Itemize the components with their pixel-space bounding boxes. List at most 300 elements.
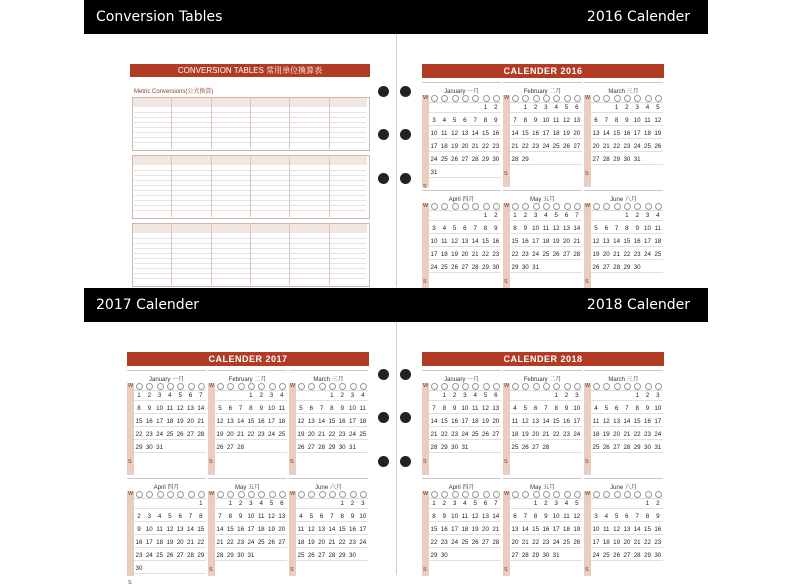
day-cell: 28 <box>623 444 631 451</box>
week-column <box>503 203 510 288</box>
weekday-header <box>591 203 663 211</box>
day-cell: 7 <box>625 405 629 412</box>
week-row-line <box>296 413 368 414</box>
weekday-circle <box>269 383 276 390</box>
binder-hole <box>378 129 389 140</box>
conversion-table-column-divider <box>289 155 290 217</box>
day-cell: 30 <box>440 552 448 559</box>
weekday-header <box>510 383 582 391</box>
day-cell: 21 <box>623 431 631 438</box>
day-cell: 23 <box>542 539 550 546</box>
weekday-circle <box>360 383 367 390</box>
week-row-line <box>215 413 287 414</box>
week-column-w-label: W <box>504 491 510 497</box>
week-column-w-label: W <box>209 491 215 497</box>
day-cell: 6 <box>604 225 609 232</box>
day-cell: 8 <box>442 405 447 412</box>
week-row-line <box>591 508 663 509</box>
week-row-line <box>296 547 368 548</box>
day-cell: 19 <box>654 130 662 137</box>
binder-hole <box>400 456 411 467</box>
day-cell: 5 <box>656 104 660 111</box>
month-block <box>127 478 206 586</box>
day-cell: 16 <box>654 526 662 533</box>
day-cell: 13 <box>176 526 184 533</box>
weekday-circle <box>238 491 245 498</box>
day-cell: 3 <box>452 500 457 507</box>
day-cell: 19 <box>602 431 610 438</box>
day-cell: 8 <box>330 405 334 412</box>
week-column <box>208 491 215 576</box>
day-cell: 24 <box>430 264 438 271</box>
day-cell: 28 <box>216 552 224 559</box>
day-cell: 16 <box>532 130 540 137</box>
day-cell: 11 <box>654 225 662 232</box>
day-cell: 11 <box>542 225 550 232</box>
day-cell: 10 <box>430 238 438 245</box>
weekday-circle <box>483 95 490 102</box>
day-cell: 22 <box>328 431 336 438</box>
binder-hole <box>378 86 389 97</box>
day-cell: 20 <box>492 418 500 425</box>
month-name: April 四月 <box>448 197 475 203</box>
weekday-header <box>510 203 582 211</box>
weekday-circle <box>279 491 286 498</box>
day-cell: 19 <box>268 526 275 533</box>
conversion-table-column-divider <box>171 155 172 217</box>
weekday-circle <box>564 491 571 498</box>
day-cell: 20 <box>613 431 621 438</box>
day-cell: 28 <box>542 444 550 451</box>
day-cell: 18 <box>297 539 305 546</box>
day-cell: 14 <box>542 418 550 425</box>
weekday-header <box>215 383 287 391</box>
day-cell: 26 <box>573 539 581 546</box>
day-cell: 21 <box>613 251 621 258</box>
week-column-w-label: W <box>585 491 591 497</box>
day-cell: 11 <box>644 117 651 124</box>
weekday-circle <box>624 491 631 498</box>
day-cell: 7 <box>218 513 222 520</box>
conversion-table-column-divider <box>250 97 251 149</box>
weekday-circle <box>624 203 631 210</box>
day-cell: 11 <box>461 513 469 520</box>
weekday-circle <box>298 491 305 498</box>
month-name: January 一月 <box>443 377 479 383</box>
sunday-marker: S <box>423 459 427 465</box>
week-row-line <box>296 439 368 440</box>
binder-hole <box>378 456 389 467</box>
weekday-circle <box>188 491 195 498</box>
day-cell: 22 <box>623 251 631 258</box>
week-row-line <box>429 246 501 247</box>
day-cell: 23 <box>135 552 143 559</box>
day-cell: 25 <box>440 264 448 271</box>
day-cell: 11 <box>166 405 174 412</box>
day-cell: 14 <box>216 526 224 533</box>
day-cell: 5 <box>523 405 528 412</box>
day-cell: 22 <box>633 431 641 438</box>
week-row-line <box>510 508 582 509</box>
day-cell: 1 <box>625 212 629 219</box>
day-cell: 25 <box>461 539 469 546</box>
weekday-circle <box>329 383 336 390</box>
day-cell: 5 <box>168 513 172 520</box>
day-cell: 3 <box>269 392 274 399</box>
day-cell: 8 <box>625 225 629 232</box>
day-cell: 13 <box>602 238 610 245</box>
day-cell: 29 <box>511 264 519 271</box>
sunday-marker: S <box>585 171 589 177</box>
day-cell: 17 <box>461 418 469 425</box>
day-cell: 14 <box>511 130 519 137</box>
day-cell: 9 <box>635 225 639 232</box>
day-cell: 22 <box>521 143 529 150</box>
week-row-line <box>591 272 663 273</box>
day-cell: 17 <box>430 143 438 150</box>
day-cell: 25 <box>542 251 550 258</box>
month-name: June 六月 <box>610 485 637 491</box>
day-cell: 1 <box>330 392 334 399</box>
day-cell: 18 <box>359 418 367 425</box>
weekday-header <box>429 491 501 499</box>
day-cell: 15 <box>135 418 143 425</box>
week-row-line <box>429 439 501 440</box>
day-cell: 21 <box>511 143 519 150</box>
day-cell: 3 <box>157 392 162 399</box>
day-cell: 5 <box>483 392 488 399</box>
month-block <box>422 190 501 288</box>
week-row-line <box>429 177 501 178</box>
day-cell: 21 <box>492 526 500 533</box>
day-cell: 7 <box>238 405 243 412</box>
weekday-circle <box>177 491 184 498</box>
day-cell: 15 <box>430 526 438 533</box>
day-cell: 22 <box>482 143 489 150</box>
day-cell: 3 <box>554 500 558 507</box>
day-cell: 16 <box>135 539 143 546</box>
week-row-line <box>510 151 582 152</box>
week-row-line <box>591 233 663 234</box>
weekday-circle <box>634 383 641 390</box>
weekday-header <box>296 491 368 499</box>
day-cell: 10 <box>654 405 662 412</box>
day-cell: 1 <box>554 392 558 399</box>
day-cell: 19 <box>471 526 479 533</box>
sunday-marker: S <box>128 459 132 465</box>
day-cell: 13 <box>307 418 315 425</box>
week-column <box>584 491 591 576</box>
day-cell: 23 <box>257 431 265 438</box>
day-cell: 26 <box>176 431 184 438</box>
day-cell: 15 <box>613 130 621 137</box>
day-cell: 1 <box>249 392 253 399</box>
binder-hole <box>400 129 411 140</box>
weekday-circle <box>614 491 621 498</box>
day-cell: 26 <box>563 143 570 150</box>
day-cell: 29 <box>197 552 205 559</box>
day-cell: 7 <box>513 117 517 124</box>
day-cell: 23 <box>521 251 529 258</box>
day-cell: 20 <box>318 539 326 546</box>
weekday-circle <box>279 383 286 390</box>
weekday-circle <box>533 203 540 210</box>
weekday-circle <box>483 383 490 390</box>
day-cell: 23 <box>633 251 641 258</box>
day-cell: 19 <box>216 431 224 438</box>
day-cell: 3 <box>249 500 253 507</box>
weekday-circle <box>655 203 662 210</box>
day-cell: 27 <box>592 156 600 163</box>
day-cell: 14 <box>613 238 621 245</box>
month-block <box>503 190 582 288</box>
day-cell: 7 <box>432 405 436 412</box>
day-cell: 18 <box>440 143 448 150</box>
day-cell: 24 <box>532 251 540 258</box>
week-row-line <box>429 508 501 509</box>
week-row-line <box>296 452 368 453</box>
week-row-line <box>134 547 206 548</box>
calendar-title: CALENDER 2017 <box>127 352 369 366</box>
weekday-circle <box>238 383 245 390</box>
day-cell: 18 <box>440 251 448 258</box>
weekday-circle <box>248 491 255 498</box>
day-cell: 26 <box>471 539 479 546</box>
day-cell: 4 <box>513 405 517 412</box>
month-block <box>127 370 206 475</box>
day-cell: 20 <box>461 251 469 258</box>
week-row-line <box>510 547 582 548</box>
day-cell: 14 <box>633 526 641 533</box>
day-cell: 30 <box>521 264 529 271</box>
day-cell: 14 <box>318 418 326 425</box>
day-cell: 26 <box>166 552 174 559</box>
weekday-header <box>296 383 368 391</box>
week-column <box>422 203 429 288</box>
weekday-circle <box>167 383 174 390</box>
day-cell: 1 <box>137 392 141 399</box>
week-row-line <box>429 521 501 522</box>
day-cell: 13 <box>623 526 631 533</box>
day-cell: 27 <box>573 143 581 150</box>
week-row-line <box>429 259 501 260</box>
sunday-marker: S <box>504 459 508 465</box>
day-cell: 26 <box>307 552 315 559</box>
day-cell: 30 <box>338 444 346 451</box>
day-cell: 19 <box>451 143 459 150</box>
day-cell: 15 <box>644 526 651 533</box>
day-cell: 3 <box>432 225 436 232</box>
day-cell: 9 <box>350 513 355 520</box>
day-cell: 25 <box>278 431 286 438</box>
month-name: February 二月 <box>228 377 267 383</box>
conversion-table-column-divider <box>211 97 212 149</box>
weekday-circle <box>522 383 529 390</box>
day-cell: 28 <box>521 552 529 559</box>
day-cell: 10 <box>532 225 540 232</box>
day-cell: 9 <box>523 225 528 232</box>
day-cell: 31 <box>654 444 662 451</box>
day-cell: 12 <box>166 526 174 533</box>
day-cell: 21 <box>216 539 224 546</box>
day-cell: 29 <box>338 552 346 559</box>
day-cell: 17 <box>592 539 600 546</box>
day-cell: 14 <box>430 418 438 425</box>
day-cell: 1 <box>533 500 538 507</box>
day-cell: 13 <box>573 117 581 124</box>
week-row-line <box>429 400 501 401</box>
day-cell: 21 <box>187 539 194 546</box>
month-name: April 四月 <box>153 485 180 491</box>
weekday-circle <box>319 491 326 498</box>
day-cell: 8 <box>513 225 517 232</box>
day-cell: 22 <box>338 539 346 546</box>
week-column-w-label: W <box>504 383 510 389</box>
conversion-table-column-divider <box>329 223 330 285</box>
month-block <box>503 82 582 187</box>
day-cell: 23 <box>492 251 500 258</box>
weekday-circle <box>624 95 631 102</box>
month-name: April 四月 <box>448 485 475 491</box>
day-cell: 23 <box>338 431 346 438</box>
week-row-line <box>591 400 663 401</box>
month-block <box>422 82 501 190</box>
day-cell: 30 <box>542 552 550 559</box>
day-cell: 24 <box>268 431 275 438</box>
week-row-line <box>510 426 582 427</box>
day-cell: 24 <box>145 552 153 559</box>
binder-hole <box>400 86 411 97</box>
day-cell: 4 <box>442 225 447 232</box>
sunday-marker: S <box>585 459 589 465</box>
day-cell: 18 <box>257 526 265 533</box>
weekday-circle <box>543 203 550 210</box>
day-cell: 1 <box>645 500 650 507</box>
day-cell: 14 <box>328 526 336 533</box>
day-cell: 1 <box>635 392 639 399</box>
day-cell: 11 <box>441 130 448 137</box>
day-cell: 8 <box>199 513 203 520</box>
day-cell: 23 <box>145 431 153 438</box>
day-cell: 29 <box>328 444 336 451</box>
day-cell: 20 <box>278 526 286 533</box>
week-row-line <box>510 220 582 221</box>
day-cell: 2 <box>137 513 141 520</box>
weekday-circle <box>452 383 459 390</box>
day-cell: 19 <box>451 251 459 258</box>
day-cell: 3 <box>350 392 355 399</box>
day-cell: 28 <box>511 156 519 163</box>
day-cell: 17 <box>430 251 438 258</box>
week-column-w-label: W <box>128 383 134 389</box>
sunday-marker: S <box>290 459 294 465</box>
day-cell: 6 <box>564 212 569 219</box>
weekday-circle <box>269 491 276 498</box>
week-column-w-label: W <box>290 491 296 497</box>
day-cell: 15 <box>532 526 540 533</box>
day-cell: 25 <box>156 552 164 559</box>
week-row-line <box>510 246 582 247</box>
weekday-circle <box>564 95 571 102</box>
day-cell: 26 <box>552 251 560 258</box>
day-cell: 13 <box>187 405 194 412</box>
day-cell: 27 <box>482 539 489 546</box>
day-cell: 1 <box>199 500 203 507</box>
day-cell: 23 <box>623 143 631 150</box>
day-cell: 11 <box>297 526 305 533</box>
weekday-header <box>591 95 663 103</box>
day-cell: 25 <box>297 552 305 559</box>
day-cell: 28 <box>492 539 500 546</box>
day-cell: 31 <box>247 552 255 559</box>
day-cell: 28 <box>602 156 610 163</box>
day-cell: 21 <box>471 143 479 150</box>
week-row-line <box>510 233 582 234</box>
sunday-marker: S <box>423 279 427 285</box>
day-cell: 12 <box>482 405 489 412</box>
day-cell: 15 <box>247 418 255 425</box>
sunday-marker: S <box>585 279 589 285</box>
day-cell: 29 <box>135 444 143 451</box>
day-cell: 27 <box>176 552 184 559</box>
day-cell: 30 <box>492 264 500 271</box>
day-cell: 11 <box>156 526 163 533</box>
day-cell: 3 <box>635 104 639 111</box>
day-cell: 27 <box>602 264 610 271</box>
weekday-circle <box>298 383 305 390</box>
day-cell: 23 <box>654 539 662 546</box>
day-cell: 3 <box>656 392 660 399</box>
day-cell: 23 <box>451 431 459 438</box>
day-cell: 12 <box>563 117 570 124</box>
day-cell: 9 <box>645 405 650 412</box>
day-cell: 12 <box>176 405 184 412</box>
day-cell: 1 <box>228 500 233 507</box>
day-cell: 21 <box>197 418 205 425</box>
day-cell: 24 <box>461 431 469 438</box>
day-cell: 13 <box>226 418 234 425</box>
calendar-title: CALENDER 2018 <box>422 352 664 366</box>
day-cell: 15 <box>226 526 234 533</box>
weekday-circle <box>634 203 641 210</box>
day-cell: 26 <box>613 552 621 559</box>
day-cell: 9 <box>656 513 660 520</box>
day-cell: 12 <box>471 513 479 520</box>
conversion-header: CONVERSION TABLES 常用单位換算表 <box>130 64 370 77</box>
day-cell: 21 <box>237 431 245 438</box>
day-cell: 6 <box>483 500 488 507</box>
day-cell: 21 <box>328 539 336 546</box>
day-cell: 14 <box>471 130 479 137</box>
day-cell: 2 <box>635 212 639 219</box>
week-column-w-label: W <box>504 95 510 101</box>
day-cell: 16 <box>237 526 245 533</box>
weekday-circle <box>493 95 500 102</box>
day-cell: 29 <box>482 264 489 271</box>
day-cell: 28 <box>318 444 326 451</box>
day-cell: 2 <box>442 500 447 507</box>
weekday-circle <box>452 491 459 498</box>
day-cell: 26 <box>602 444 610 451</box>
day-cell: 15 <box>521 130 529 137</box>
day-cell: 28 <box>633 552 641 559</box>
month-name: March 三月 <box>608 89 639 95</box>
day-cell: 16 <box>338 418 346 425</box>
day-cell: 18 <box>602 539 610 546</box>
week-row-line <box>429 151 501 152</box>
week-row-line <box>591 452 663 453</box>
week-row-line <box>134 452 206 453</box>
